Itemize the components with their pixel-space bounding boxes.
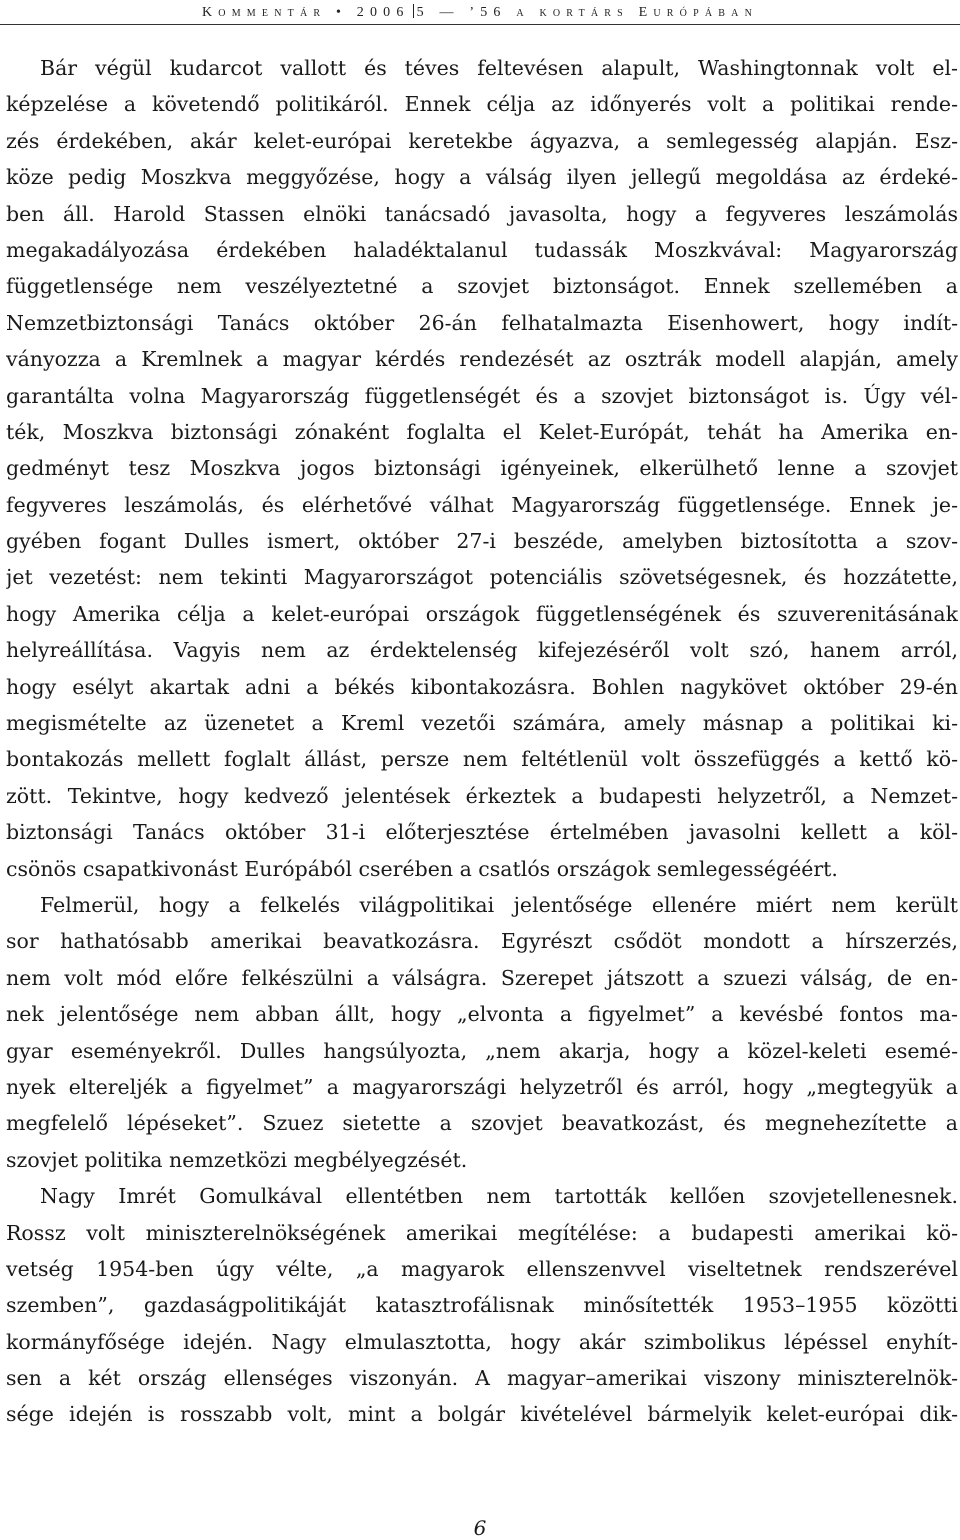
text-line: biztonsági Tanács október 31-i előterjesztése értelmében javasolni kellett a köl- [6, 820, 958, 845]
text-line: nem volt mód előre felkészülni a válságra. Szerepet játszott a szuezi válság, de en- [6, 965, 958, 990]
journal-title: Kommentár [201, 5, 327, 20]
body-text [6, 50, 958, 1433]
text-line: zés érdekében, akár kelet-európai keretekbe ágyazva, a semlegesség alapján. Esz- [6, 128, 958, 153]
text-line: jet vezetést: nem tekinti Magyarországot potenciális szövetségesnek, és hozzátette, [6, 565, 958, 590]
text-line: képzelése a követendő politikáról. Ennek célja az időnyerés volt a politikai rende- [6, 92, 958, 117]
section-title: ’56 a kortárs Európában [469, 5, 758, 20]
header-separator [413, 4, 414, 18]
header-dash: — [439, 5, 460, 20]
text-line: gyében fogant Dulles ismert, október 27-i beszéde, amelyben biztosította a szov- [6, 529, 958, 554]
text-line: ték, Moszkva biztonsági zónaként foglalta el Kelet-Európát, tehát ha Amerika en- [6, 419, 958, 444]
text-line: megakadályozása érdekében haladéktalanul tudassák Moszkvával: Magyarország [6, 237, 958, 262]
text-line: kormányfősége idején. Nagy elmulasztotta, hogy akár szimbolikus lépéssel enyhít- [6, 1329, 958, 1354]
text-line: köze pedig Moszkva meggyőzése, hogy a válság ilyen jellegű megoldása az érdeké- [6, 165, 958, 190]
running-header [0, 4, 960, 21]
text-line: nek jelentősége nem abban állt, hogy „elvonta a figyelmet” a kevésbé fontos ma- [6, 1002, 958, 1027]
text-line: garantálta volna Magyarország függetlenségét és a szovjet biztonságot is. Úgy vél- [6, 383, 958, 408]
text-line: sen a két ország ellenséges viszonyán. A magyar–amerikai viszony miniszterelnök- [6, 1366, 958, 1391]
text-line: hogy Amerika célja a kelet-európai országok függetlenségének és szuverenitásának [6, 601, 958, 626]
text-line: szemben”, gazdaságpolitikáját katasztrofálisnak minősítették 1953–1955 közötti [6, 1293, 958, 1318]
text-line: ványozza a Kremlnek a magyar kérdés rendezését az osztrák modell alapján, amely [6, 347, 958, 372]
text-line: fegyveres leszámolás, és elérhetővé válhat Magyarország függetlensége. Ennek je- [6, 492, 958, 517]
text-line: csönös csapatkivonást Európából cserében a csatlós országok semlegességéért. [6, 856, 838, 881]
text-line: megfelelő lépéseket”. Szuez sietette a szovjet beavatkozást, és megnehezítette a [6, 1111, 958, 1136]
text-line: Bár végül kudarcot vallott és téves feltevésen alapult, Washingtonnak volt el- [40, 56, 958, 80]
text-line: Nagy Imrét Gomulkával ellentétben nem tartották kellően szovjetellenesnek. [40, 1184, 958, 1209]
page-number: 6 [473, 1516, 487, 1540]
text-line: nyek eltereljék a figyelmet” a magyarországi helyzetről és arról, hogy „megtegyük a [6, 1074, 958, 1099]
text-line: bontakozás mellett foglalt állást, persze nem feltétlenül volt összefüggés a kettő kö- [6, 747, 958, 772]
text-line: sége idején is rosszabb volt, mint a bolgár kivételével bármelyik kelet-európai dik- [6, 1402, 958, 1427]
text-line: hogy esélyt akartak adni a békés kibontakozásra. Bohlen nagykövet október 29-én [6, 674, 958, 699]
header-year: 2006 [356, 5, 410, 20]
text-line: Felmerül, hogy a felkelés világpolitikai jelentősége ellenére miért nem került [40, 892, 958, 917]
text-line: gyar eseményekről. Dulles hangsúlyozta, „nem akarja, hogy a közel-keleti esemé- [6, 1038, 958, 1063]
text-line: ben áll. Harold Stassen elnöki tanácsadó javasolta, hogy a fegyveres leszámolás [6, 201, 958, 226]
text-line: sor hathatósabb amerikai beavatkozásra. Egyrészt csődöt mondott a hírszerzés, [6, 929, 958, 954]
text-line: zött. Tekintve, hogy kedvező jelentések érkeztek a budapesti helyzetről, a Nemzet- [6, 783, 958, 808]
header-issue: 5 [416, 5, 430, 20]
text-line: gedményt tesz Moszkva jogos biztonsági igényeinek, elkerülhető lenne a szovjet [6, 456, 958, 481]
text-line: Rossz volt miniszterelnökségének amerikai megítélése: a budapesti amerikai kö- [6, 1220, 958, 1245]
header-bullet: • [335, 5, 348, 20]
text-line: Nemzetbiztonsági Tanács október 26-án felhatalmazta Eisenhowert, hogy indít- [6, 310, 958, 335]
header-rule [0, 24, 960, 25]
text-line: szovjet politika nemzetközi megbélyegzését. [6, 1147, 468, 1172]
text-line: függetlensége nem veszélyeztetné a szovjet biztonságot. Ennek szellemében a [6, 274, 958, 299]
text-line: helyreállítása. Vagyis nem az érdektelenség kifejezéséről volt szó, hanem arról, [6, 638, 958, 663]
text-line: megismételte az üzenetet a Kreml vezetői számára, amely másnap a politikai ki- [6, 711, 958, 736]
text-line: vetség 1954-ben úgy vélte, „a magyarok ellenszenvvel viseltetnek rendszerével [6, 1256, 958, 1281]
